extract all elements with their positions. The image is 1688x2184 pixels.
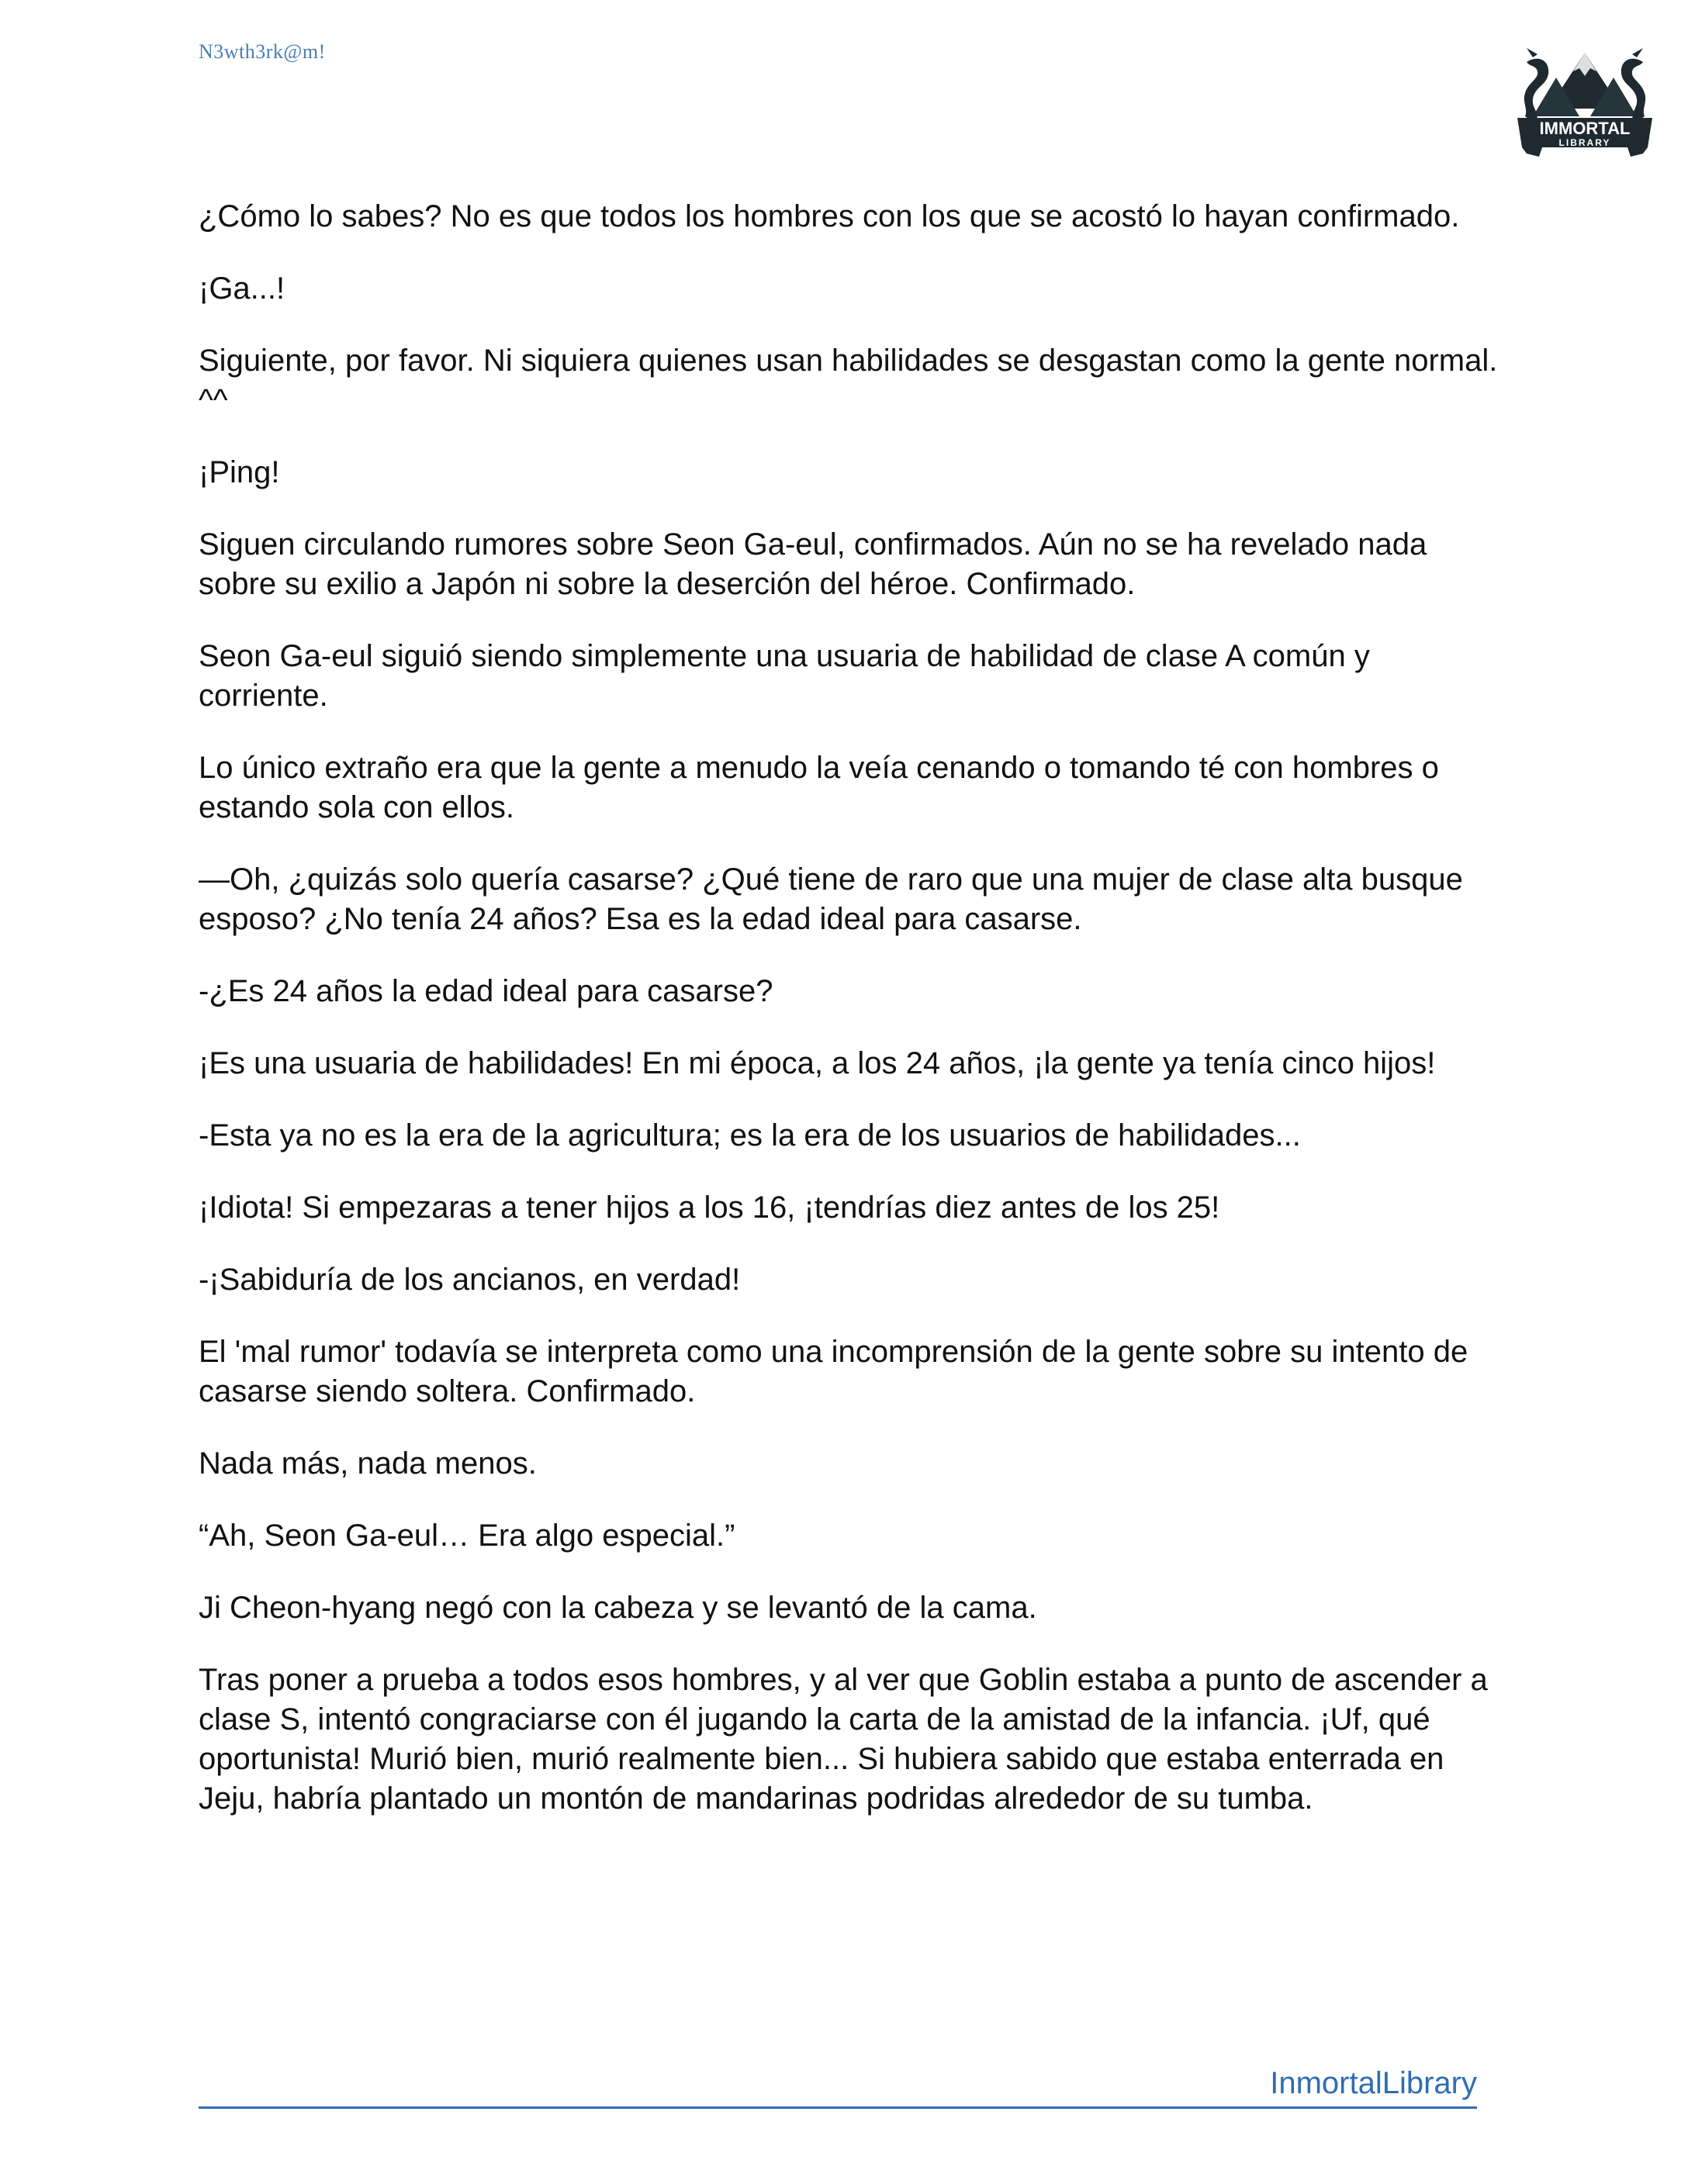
header-watermark: N3wth3rk@m! <box>199 40 326 63</box>
paragraph: ¡Ga...! <box>199 271 285 306</box>
paragraph: ¡Es una usuaria de habilidades! En mi época, a los 24 años, ¡la gente ya tenía cinco hijos! <box>199 1046 1436 1080</box>
footer-link-inmortal-library[interactable]: InmortalLibrary <box>1270 2066 1477 2100</box>
paragraph: ¡Idiota! Si empezaras a tener hijos a los 16, ¡tendrías diez antes de los 25! <box>199 1190 1220 1225</box>
paragraph: El 'mal rumor' todavía se interpreta como una incomprensión de la gente sobre su intento de casarse siendo soltera. Confirmado. <box>199 1335 1468 1408</box>
paragraph: Siguen circulando rumores sobre Seon Ga-eul, confirmados. Aún no se ha revelado nada sobre su exilio a Japón ni sobre la deserción del héroe. Confirmado. <box>199 527 1427 601</box>
paragraph: Tras poner a prueba a todos esos hombres, y al ver que Goblin estaba a punto de ascender a clase S, intentó congraciarse con él jugando la carta de la amistad de la infancia. ¡Uf, qué oportunista! Murió bien, murió realmente bien... Si hubiera sabido que estaba enterrada en Jeju, habría plantado un montón de mandarinas podridas alrededor de su tumba. <box>199 1663 1488 1816</box>
paragraph: -¿Es 24 años la edad ideal para casarse? <box>199 974 773 1008</box>
paragraph: —Oh, ¿quizás solo quería casarse? ¿Qué tiene de raro que una mujer de clase alta busque esposo? ¿No tenía 24 años? Esa es la edad ideal para casarse. <box>199 862 1463 936</box>
paragraph: ¿Cómo lo sabes? No es que todos los hombres con los que se acostó lo hayan confirmado. <box>199 199 1460 233</box>
document-body <box>199 197 1502 1851</box>
paragraph: -¡Sabiduría de los ancianos, en verdad! <box>199 1263 741 1297</box>
paragraph: Ji Cheon-hyang negó con la cabeza y se levantó de la cama. <box>199 1591 1037 1625</box>
paragraph: ¡Ping! <box>199 455 280 489</box>
logo-text-library: LIBRARY <box>1558 137 1611 148</box>
paragraph: Seon Ga-eul siguió siendo simplemente una usuaria de habilidad de clase A común y corriente. <box>199 639 1370 713</box>
paragraph: “Ah, Seon Ga-eul… Era algo especial.” <box>199 1519 735 1553</box>
paragraph: -Esta ya no es la era de la agricultura; es la era de los usuarios de habilidades... <box>199 1118 1301 1152</box>
paragraph: Siguiente, por favor. Ni siquiera quienes usan habilidades se desgastan como la gente normal. ^^ <box>199 344 1498 417</box>
footer-divider <box>199 2106 1477 2109</box>
immortal-library-logo <box>1511 31 1659 163</box>
logo-text-immortal: IMMORTAL <box>1539 119 1631 138</box>
paragraph: Lo único extraño era que la gente a menudo la veía cenando o tomando té con hombres o estando sola con ellos. <box>199 751 1439 824</box>
paragraph: Nada más, nada menos. <box>199 1446 537 1481</box>
